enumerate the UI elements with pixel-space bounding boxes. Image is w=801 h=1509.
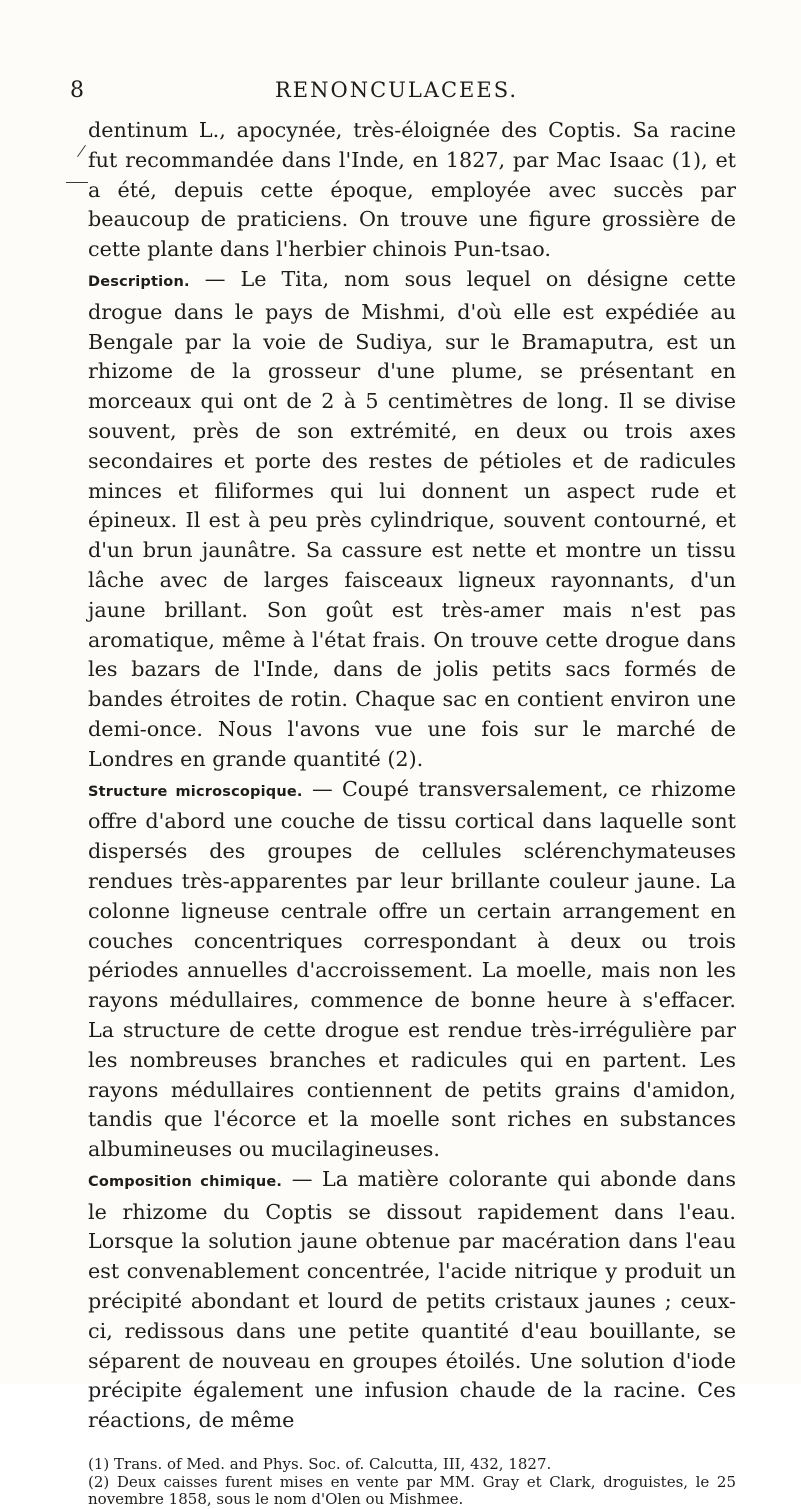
running-head	[70, 78, 723, 106]
paragraph-structure-text: — Coupé transversalement, ce rhizome offre d'abord une couche de tissu cortical dans laquelle sont dispersés des groupes de cellules sclérenchymateuses rendues très-apparentes par leur brillante couleur jaune. La colonne ligneuse centrale offre un certain arrangement en couches concentriques correspondant à deux ou trois périodes annuelles d'accroissement. La moelle, mais non les rayons médullaires, commence de bonne heure à s'effacer. La structure de cette drogue est rendue très-irrégulière par les nombreuses branches et radicules qui en partent. Les rayons médullaires contiennent de petits grains d'amidon, tandis que l'écorce et la moelle sont riches en substances albumineuses ou mucilagineuses.	[88, 776, 736, 1162]
section-heading-description: Description.	[88, 273, 190, 290]
margin-pencil-mark	[77, 145, 86, 157]
paragraph-intro: dentinum L., apocynée, très-éloignée des Coptis. Sa racine fut recommandée dans l'Inde, en 1827, par Mac Isaac (1), et a été, depuis cette époque, employée avec succès par beaucoup de praticiens. On trouve une figure grossière de cette plante dans l'herbier chinois Pun-tsao.	[88, 118, 736, 262]
margin-pencil-mark	[66, 182, 88, 183]
footnotes	[88, 1456, 736, 1509]
footnote-2: (2) Deux caisses furent mises en vente par MM. Gray et Clark, droguistes, le 25 novembre 1858, sous le nom d'Olen ou Mishmee.	[88, 1472, 736, 1509]
page-number: 8	[70, 78, 84, 103]
paragraph-description	[88, 265, 736, 775]
section-heading-structure: Structure microscopique.	[88, 783, 303, 800]
section-heading-composition: Composition chimique.	[88, 1173, 283, 1190]
paragraph-composition-text: — La matière colorante qui abonde dans le rhizome du Coptis se dissout rapidement dans l'eau. Lorsque la solution jaune obtenue par macération dans l'eau est convenablement concentrée, l'acide nitrique y produit un précipité abondant et lourd de petits cristaux jaunes ; ceux-ci, redissous dans une petite quantité d'eau bouillante, se séparent de nouveau en groupes étoilés. Une solution d'iode précipite également une infusion chaude de la racine. Ces réactions, de même	[88, 1166, 736, 1433]
footnote-1: (1) Trans. of Med. and Phys. Soc. of. Calcutta, III, 432, 1827.	[88, 1455, 552, 1474]
paragraph-description-text: — Le Tita, nom sous lequel on désigne cette drogue dans le pays de Mishmi, d'où elle est expédiée au Bengale par la voie de Sudiya, sur le Bramaputra, est un rhizome de la grosseur d'une plume, se présentant en morceaux qui ont de 2 à 5 centimètres de long. Il se divise souvent, près de son extrémité, en deux ou trois axes secondaires et porte des restes de pétioles et de radicules minces et filiformes qui lui donnent un aspect rude et épineux. Il est à peu près cylindrique, souvent contourné, et d'un brun jaunâtre. Sa cassure est nette et montre un tissu lâche avec de larges faisceaux ligneux rayonnants, d'un jaune brillant. Son goût est très-amer mais n'est pas aromatique, même à l'état frais. On trouve cette drogue dans les bazars de l'Inde, dans de jolis petits sacs formés de bandes étroites de rotin. Chaque sac en contient environ une demi-once. Nous l'avons vue une fois sur le marché de Londres en grande quantité (2).	[88, 266, 736, 771]
body-text	[88, 116, 736, 1509]
paragraph-composition	[88, 1165, 736, 1436]
running-title: RENONCULACEES.	[274, 78, 519, 102]
paragraph-structure	[88, 775, 736, 1165]
